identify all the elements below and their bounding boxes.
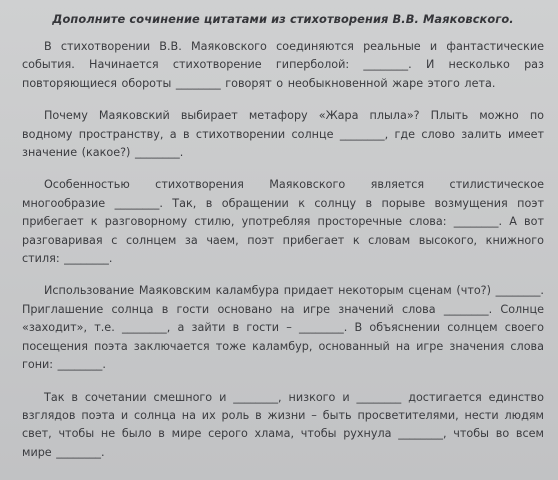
worksheet-title: Дополните сочинение цитатами из стихотворения В.В. Маяковского. (52, 12, 514, 26)
paragraph-4: Использование Маяковским каламбура придает некоторым сценам (что?) ________. Приглашение солнца в гости основано на игре значений слова ________. Солнце «заходит», т.е. ________, а зайти в гости – ________. В объяснении солнцем своего посещения поэта заключается тоже каламбур, основанный на игре значения слова гони: ________. (22, 284, 544, 372)
paragraph-2: Почему Маяковский выбирает метафору «Жара плыла»? Плыть можно по водному пространству, а в стихотворении солнце ________, где слово залить имеет значение (какое?) ________. (22, 109, 544, 160)
paragraph-1: В стихотворении В.В. Маяковского соединяются реальные и фантастические события. Начинается стихотворение гиперболой: ________. И несколько раз повторяющиеся обороты ________ говорят о необыкновенной жаре этого лета. (22, 40, 544, 90)
paragraph-3: Особенностью стихотворения Маяковского является стилистическое многообразие ________. Так, в обращении к солнцу в порыве возмущения поэт прибегает к разговорному стилю, употребляя просторечные слова: ________. А вот разговаривая с солнцем за чаем, поэт прибегает к словам высокого, книжного стиля: ________. (22, 178, 544, 266)
paragraph-5: Так в сочетании смешного и ________, низкого и ________ достигается единство взглядов поэта и солнца на их роль в жизни – быть просветителями, нести людям свет, чтобы не было в мире серого хлама, чтобы рухнула ________, чтобы во всем мире ________. (22, 390, 544, 459)
